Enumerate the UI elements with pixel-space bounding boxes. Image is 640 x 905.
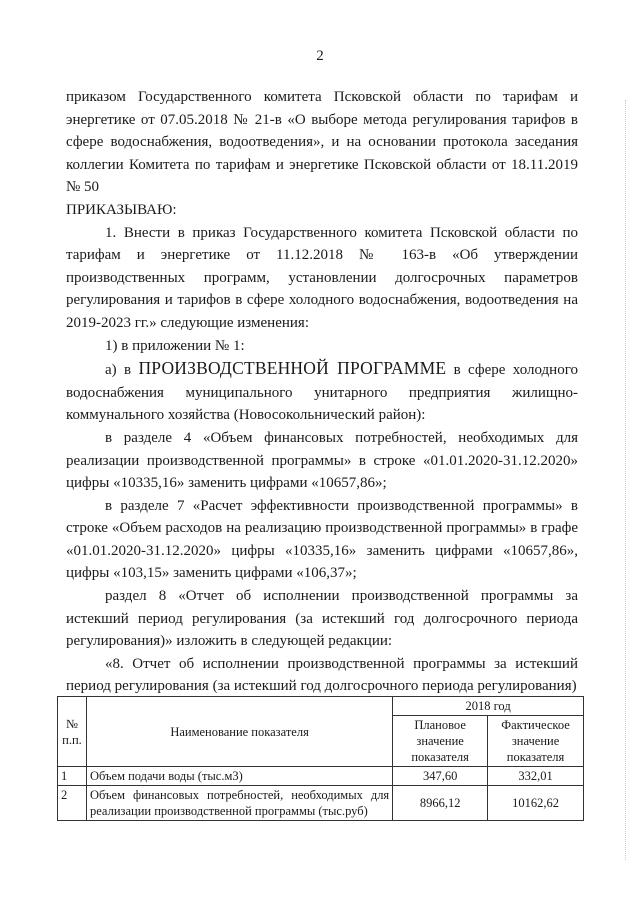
document-body xyxy=(66,86,578,698)
header-name: Наименование показателя xyxy=(86,697,392,767)
paragraph-appendix: 1) в приложении № 1: xyxy=(105,337,245,354)
paragraph-section-8: раздел 8 «Отчет об исполнении производственной программы за истекший период регулирования (за истекший год долгосрочного периода регулирования)» изложить в следующей редакции: xyxy=(66,588,578,650)
header-plan: Плановое значение показателя xyxy=(393,716,488,767)
header-fact: Фактическое значение показателя xyxy=(488,716,584,767)
scan-margin-artifact xyxy=(625,100,640,860)
header-num: № п.п. xyxy=(58,697,87,767)
table-row xyxy=(58,786,584,821)
program-title: ПРОИЗВОДСТВЕННОЙ ПРОГРАММЕ xyxy=(138,358,447,379)
header-year: 2018 год xyxy=(393,697,584,716)
table-row xyxy=(58,767,584,786)
program-lead: а) в xyxy=(105,362,139,379)
row-num: 1 xyxy=(58,767,87,786)
row-fact: 10162,62 xyxy=(488,786,584,821)
program-tail: в сфере холодного водоснабжения муниципального унитарного предприятия жилищно-коммунального хозяйства (Новосокольнический район): xyxy=(66,362,578,424)
report-table xyxy=(57,696,584,821)
row-plan: 347,60 xyxy=(393,767,488,786)
row-num: 2 xyxy=(58,786,87,821)
table-header-row xyxy=(58,697,584,716)
page-number: 2 xyxy=(316,48,324,64)
row-plan: 8966,12 xyxy=(393,786,488,821)
row-name: Объем подачи воды (тыс.м3) xyxy=(86,767,392,786)
paragraph-section-4: в разделе 4 «Объем финансовых потребностей, необходимых для реализации производственной программы» в строке «01.01.2020-31.12.2020» цифры «10335,16» заменить цифрами «10657,86»; xyxy=(66,429,578,492)
order-heading: ПРИКАЗЫВАЮ: xyxy=(66,201,177,218)
paragraph-section-7: в разделе 7 «Расчет эффективности производственной программы» в строке «Объем расходов на реализацию производственной программы» в графе «01.01.2020-31.12.2020» цифры «10335,16» заменить цифрами «10657,86», цифры «103,15» заменить цифрами «106,37»; xyxy=(66,497,578,582)
row-fact: 332,01 xyxy=(488,767,584,786)
paragraph-basis: приказом Государственного комитета Псковской области по тарифам и энергетике от 07.05.2018 № 21-в «О выборе метода регулирования тарифов в сфере водоснабжения, водоотведения», и на основании протокола заседания коллегии Комитета по тарифам и энергетике Псковской области от 18.11.2019 № 50 xyxy=(66,89,578,196)
row-name: Объем финансовых потребностей, необходимых для реализации производственной программы (тыс.руб) xyxy=(86,786,392,821)
paragraph-program xyxy=(66,357,578,427)
paragraph-amend-order: 1. Внести в приказ Государственного комитета Псковской области по тарифам и энергетике от 11.12.2018 № 163-в «Об утверждении производственных программ, установлении долгосрочных параметров регулирования и тарифов в сфере холодного водоснабжения, водоотведения на 2019-2023 гг.» следующие изменения: xyxy=(66,224,578,331)
section-8-heading: «8. Отчет об исполнении производственной программы за истекший период регулирования (за истекший год долгосрочного периода регулирования) xyxy=(66,655,578,695)
